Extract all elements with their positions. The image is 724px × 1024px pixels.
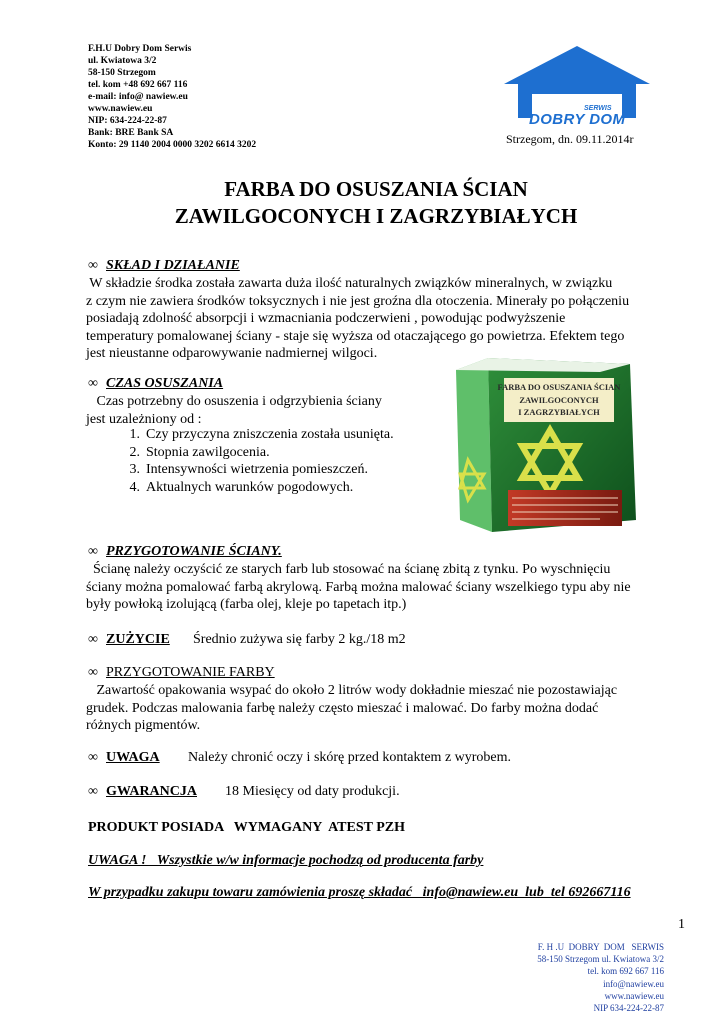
title-line: ZAWILGOCONYCH I ZAGRZYBIAŁYCH bbox=[174, 204, 578, 228]
product-box-image bbox=[450, 350, 640, 535]
section-heading bbox=[88, 258, 240, 274]
body-line: grudek. Podczas malowania farbę należy często mieszać i malować. Do farby można dodać bbox=[86, 700, 599, 716]
numbered-list bbox=[122, 426, 394, 496]
footer-line: tel. kom 692 667 116 bbox=[587, 966, 664, 977]
body-line: Zawartość opakowania wsypać do około 2 litrów wody dokładnie mieszać nie pozostawiając bbox=[86, 683, 618, 698]
bullet-symbol: ∞ bbox=[88, 750, 98, 765]
certificate-note: PRODUKT POSIADA WYMAGANY ATEST PZH bbox=[88, 820, 405, 835]
heading-text: PRZYGOTOWANIE ŚCIANY. bbox=[106, 544, 282, 559]
body-line: różnych pigmentów. bbox=[86, 718, 201, 733]
list-item: 2. Stopnia zawilgocenia. bbox=[129, 444, 270, 460]
section-warning bbox=[88, 750, 512, 766]
list-item: 4. Aktualnych warunków pogodowych. bbox=[129, 479, 354, 495]
company-website: www.nawiew.eu bbox=[88, 104, 153, 114]
body-line: temperatury pomalowanej ściany - staje się wyższa od otaczającego go powietrza. Efektem tego bbox=[86, 328, 625, 344]
document-date: Strzegom, dn. 09.11.2014r bbox=[506, 132, 634, 146]
company-line: NIP: 634-224-22-87 bbox=[88, 116, 167, 126]
title-line: FARBA DO OSUSZANIA ŚCIAN bbox=[224, 177, 528, 201]
bullet-symbol: ∞ bbox=[88, 376, 98, 391]
body-line: W składzie środka została zawarta duża ilość naturalnych związków mineralnych, w związku bbox=[86, 276, 613, 291]
section-heading bbox=[88, 544, 282, 560]
section-body bbox=[86, 393, 382, 428]
bullet-symbol: ∞ bbox=[88, 544, 98, 559]
body-line: Ścianę należy oczyścić ze starych farb lub stosować na ścianę zbitą z tynku. Po wyschnięciu bbox=[86, 562, 611, 577]
body-line: ściany można pomalować farbą akrylową. Farbą można malować ściany wszelkiego typu aby nie bbox=[86, 579, 631, 595]
order-note: W przypadku zakupu towaru zamówienia proszę składać info@nawiew.eu lub tel 692667116 bbox=[88, 885, 631, 900]
producer-note: UWAGA ! Wszystkie w/w informacje pochodzą od producenta farby bbox=[88, 853, 484, 868]
logo-sub: SERWIS bbox=[584, 105, 612, 112]
company-info bbox=[88, 43, 256, 151]
company-line: Bank: BRE Bank SA bbox=[88, 128, 174, 138]
bullet-symbol: ∞ bbox=[88, 258, 98, 273]
body-line: posiadają zdolność absorpcji i wzmacniania podczerwieni , powodując podwyższenie bbox=[86, 311, 566, 326]
body-line: jest uzależniony od : bbox=[86, 411, 202, 427]
company-line: F.H.U Dobry Dom Serwis bbox=[88, 44, 192, 54]
section-body bbox=[86, 682, 617, 735]
heading-text: SKŁAD I DZIAŁANIE bbox=[106, 258, 240, 273]
footer-line: 58-150 Strzegom ul. Kwiatowa 3/2 bbox=[537, 954, 664, 965]
heading-text: PRZYGOTOWANIE FARBY bbox=[106, 665, 275, 680]
footer-line: NIP 634-224-22-87 bbox=[593, 1003, 664, 1014]
body-line: z czym nie zawiera środków toksycznych i nie jest groźna dla otoczenia. Minerały po połączeniu bbox=[86, 293, 630, 309]
footer bbox=[537, 941, 664, 1014]
consumption-value: Średnio zużywa się farby 2 kg./18 m2 bbox=[193, 632, 406, 647]
bullet-symbol: ∞ bbox=[88, 632, 98, 647]
company-line: tel. kom +48 692 667 116 bbox=[88, 80, 188, 90]
box-text: I ZAGRZYBIAŁYCH bbox=[518, 407, 600, 417]
dobry-dom-logo bbox=[500, 44, 654, 146]
page-number: 1 bbox=[678, 917, 685, 932]
list-item: 1. Czy przyczyna zniszczenia została usunięta. bbox=[129, 427, 394, 442]
logo-brand: DOBRY DOM bbox=[529, 111, 625, 128]
footer-line: F. H .U DOBRY DOM SERWIS bbox=[537, 942, 664, 952]
section-body bbox=[86, 561, 631, 614]
company-line: Konto: 29 1140 2004 0000 3202 6614 3202 bbox=[88, 140, 257, 150]
company-line: 58-150 Strzegom bbox=[88, 68, 156, 78]
box-text: ZAWILGOCONYCH bbox=[519, 395, 599, 405]
heading-text: CZAS OSUSZANIA bbox=[106, 376, 224, 391]
body-line: były powłoką izolującą (farba olej, kleje po tapetach itp.) bbox=[86, 597, 407, 612]
warranty-text: 18 Miesięcy od daty produkcji. bbox=[225, 784, 400, 799]
body-line: Czas potrzebny do osuszenia i odgrzybienia ściany bbox=[86, 394, 382, 409]
body-line: jest nieustanne odparowywanie nadmiernej wilgoci. bbox=[86, 346, 378, 361]
section-warranty bbox=[88, 784, 400, 800]
section-heading bbox=[88, 665, 275, 681]
section-consumption bbox=[88, 632, 406, 648]
footer-website: www.nawiew.eu bbox=[604, 990, 664, 1001]
heading-text: ZUŻYCIE bbox=[106, 632, 170, 647]
page-title bbox=[0, 176, 724, 230]
company-line: ul. Kwiatowa 3/2 bbox=[88, 56, 157, 66]
list-item: 3. Intensywności wietrzenia pomieszczeń. bbox=[129, 462, 368, 477]
footer-email: info@nawiew.eu bbox=[603, 978, 664, 989]
heading-text: UWAGA bbox=[106, 750, 160, 765]
box-text: FARBA DO OSUSZANIA ŚCIAN bbox=[497, 382, 621, 392]
section-heading bbox=[88, 376, 223, 392]
company-email: e-mail: info@ nawiew.eu bbox=[88, 92, 188, 102]
heading-text: GWARANCJA bbox=[106, 784, 197, 799]
bullet-symbol: ∞ bbox=[88, 784, 98, 799]
bullet-symbol: ∞ bbox=[88, 665, 98, 680]
warning-text: Należy chronić oczy i skórę przed kontaktem z wyrobem. bbox=[188, 750, 512, 765]
